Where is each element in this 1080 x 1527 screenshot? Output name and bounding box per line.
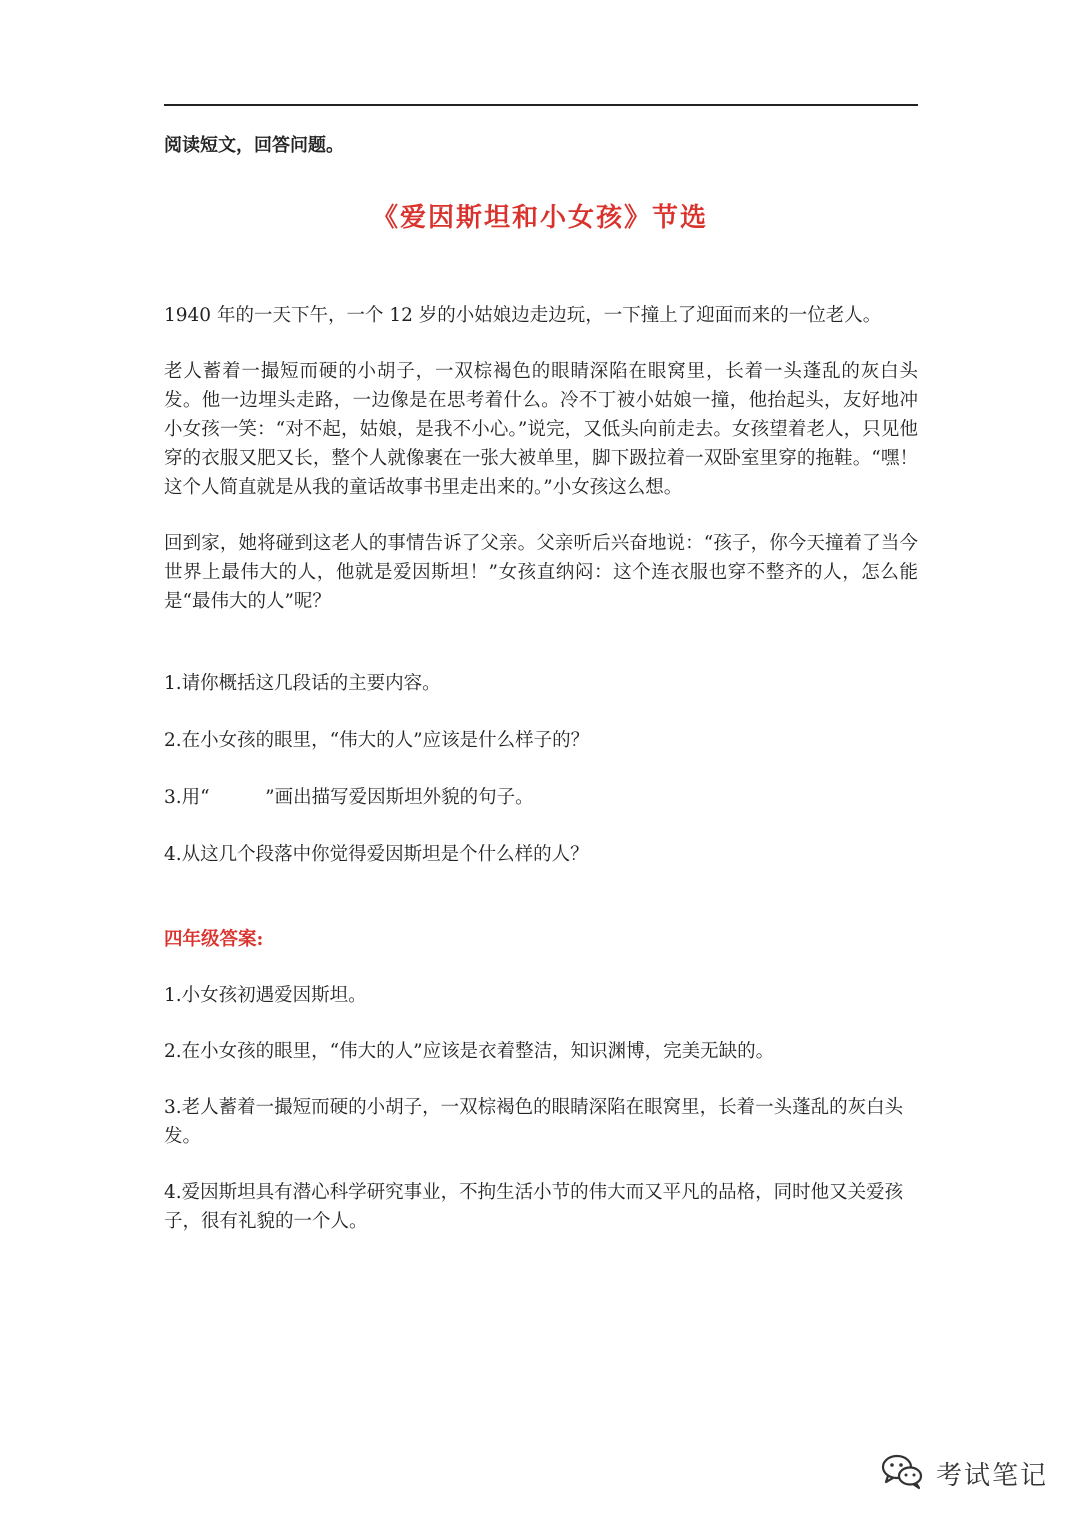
paragraph-2: 老人蓄着一撮短而硬的小胡子，一双棕褐色的眼睛深陷在眼窝里，长着一头蓬乱的灰白头发。他一边埋头走路，一边像是在思考着什么。冷不丁被小姑娘一撞，他抬起头，友好地冲小女孩一笑：“对不起，姑娘，是我不小心。”说完，又低头向前走去。女孩望着老人，只见他穿的衣服又肥又长，整个人就像裹在一张大被单里，脚下趿拉着一双卧室里穿的拖鞋。“嘿！这个人简直就是从我的童话故事书里走出来的。”小女孩这么想。 bbox=[164, 361, 918, 498]
watermark-text: 考试笔记 bbox=[936, 1460, 1049, 1491]
question-3: 3.用“ ”画出描写爱因斯坦外貌的句子。 bbox=[164, 787, 534, 808]
question-4: 4.从这几个段落中你觉得爱因斯坦是个什么样的人？ bbox=[164, 844, 589, 865]
top-divider bbox=[164, 104, 918, 106]
paragraph-3: 回到家，她将碰到这老人的事情告诉了父亲。父亲听后兴奋地说：“孩子，你今天撞着了当今世界上最伟大的人，他就是爱因斯坦！”女孩直纳闷：这个连衣服也穿不整齐的人，怎么能是“最伟大的人”呢？ bbox=[164, 533, 918, 612]
question-1: 1.请你概括这几段话的主要内容。 bbox=[164, 673, 441, 694]
instruction-text: 阅读短文，回答问题。 bbox=[164, 135, 344, 156]
wechat-icon bbox=[880, 1451, 926, 1495]
paragraph-1: 1940 年的一天下午，一个 12 岁的小姑娘边走边玩，一下撞上了迎面而来的一位老人。 bbox=[164, 305, 882, 326]
article-title: 《爱因斯坦和小女孩》节选 bbox=[371, 203, 708, 233]
question-2: 2.在小女孩的眼里，“伟大的人”应该是什么样子的？ bbox=[164, 730, 590, 751]
answer-2: 2.在小女孩的眼里，“伟大的人”应该是衣着整洁，知识渊博，完美无缺的。 bbox=[164, 1041, 775, 1062]
watermark bbox=[880, 1448, 1048, 1498]
answer-1: 1.小女孩初遇爱因斯坦。 bbox=[164, 985, 367, 1006]
answer-4: 4.爱因斯坦具有潜心科学研究事业，不拘生活小节的伟大而又平凡的品格，同时他又关爱孩子，很有礼貌的一个人。 bbox=[164, 1182, 904, 1232]
answer-3: 3.老人蓄着一撮短而硬的小胡子，一双棕褐色的眼睛深陷在眼窝里，长着一头蓬乱的灰白头发。 bbox=[164, 1097, 904, 1147]
answers-heading: 四年级答案: bbox=[164, 929, 264, 950]
